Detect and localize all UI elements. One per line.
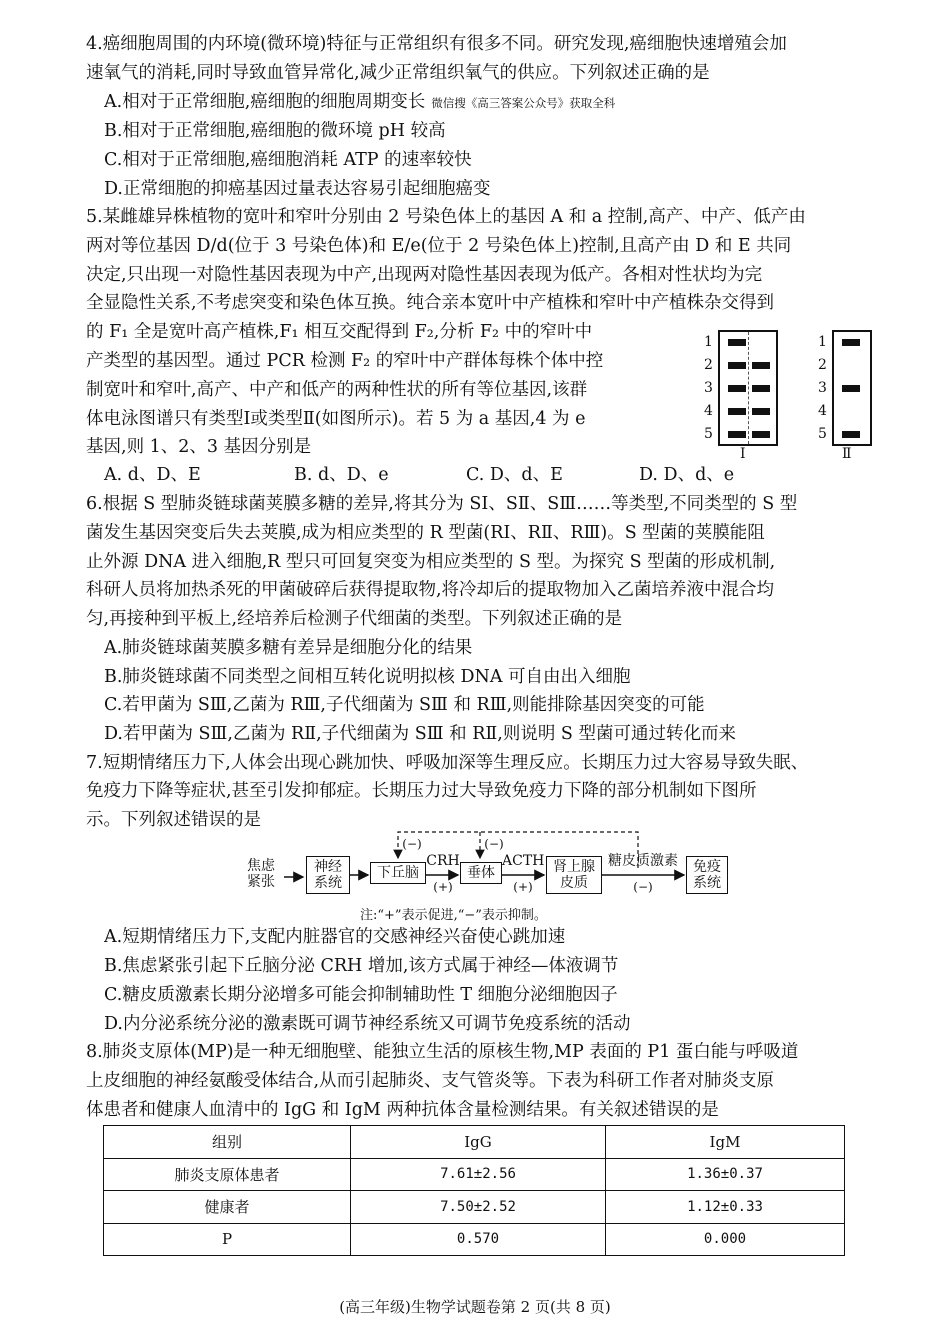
gel-row-label: 3 <box>818 380 827 396</box>
q4-option-c: C.相对于正常细胞,癌细胞消耗 ATP 的速率较快 <box>104 150 472 170</box>
q7-option-d: D.内分泌系统分泌的激素既可调节神经系统又可调节免疫系统的活动 <box>104 1014 631 1034</box>
gel-band <box>752 431 770 438</box>
q5-stem-line: 决定,只出现一对隐性基因表现为中产,出现两对隐性基因表现为低产。各相对性状均为完 <box>86 265 763 285</box>
hypothalamus-box: 下丘脑 <box>370 862 426 884</box>
q4-stem-line: 速氧气的消耗,同时导致血管异常化,减少正常组织氧气的供应。下列叙述正确的是 <box>86 63 710 83</box>
q7-option-b: B.焦虑紧张引起下丘脑分泌 CRH 增加,该方式属于神经—体液调节 <box>104 956 619 976</box>
gel-band <box>728 408 746 415</box>
table-header: IgG <box>351 1126 606 1159</box>
gel-band <box>752 362 770 369</box>
gel-band <box>728 431 746 438</box>
q6-option-d: D.若甲菌为 SⅢ,乙菌为 RⅡ,子代细菌为 SⅢ 和 RⅡ,则说明 S 型菌可通过转化而来 <box>104 724 736 744</box>
nervous-system-box <box>306 856 350 894</box>
stress-label-line2: 紧张 <box>247 874 275 890</box>
q6-option-a: A.肺炎链球菌荚膜多糖有差异是细胞分化的结果 <box>104 638 473 658</box>
immune-system-line2: 系统 <box>693 875 721 891</box>
gel-type-ii-lane <box>832 330 872 446</box>
q5-stem-line: 的 F₁ 全是宽叶高产植株,F₁ 相互交配得到 F₂,分析 F₂ 中的窄叶中 <box>86 322 593 342</box>
gel-row-label: 4 <box>818 403 827 419</box>
gel-band <box>728 339 746 346</box>
glucocorticoid-inhibit-sign: (−) <box>633 880 653 894</box>
immune-system-box <box>686 856 728 894</box>
pituitary-box: 垂体 <box>460 862 502 884</box>
q8-stem-line: 上皮细胞的神经氨酸受体结合,从而引起肺炎、支气管炎等。下表为科研工作者对肺炎支原 <box>86 1071 775 1091</box>
q5-options <box>104 461 884 489</box>
q7-option-a: A.短期情绪压力下,支配内脏器官的交感神经兴奋使心跳加速 <box>104 927 566 947</box>
acth-label: ACTH <box>502 853 545 869</box>
feedback-inhibit-sign: (−) <box>484 837 504 851</box>
q6-stem-line: 菌发生基因突变后失去荚膜,成为相应类型的 R 型菌(RⅠ、RⅡ、RⅢ)。S 型菌的荚膜能阻 <box>86 523 765 543</box>
table-cell: 7.50±2.52 <box>351 1191 606 1224</box>
page-footer: (高三年级)生物学试题卷第 2 页(共 8 页) <box>339 1298 611 1316</box>
stress-label <box>240 858 282 890</box>
stress-mechanism-diagram <box>240 828 730 900</box>
table-cell: 0.000 <box>606 1223 845 1256</box>
gel-row-label: 5 <box>818 426 827 442</box>
gel-band <box>728 385 746 392</box>
acth-promote-sign: (+) <box>513 880 533 894</box>
q4-option-a <box>104 88 904 116</box>
table-row <box>104 1191 845 1224</box>
glucocorticoid-label: 糖皮质激素 <box>608 853 678 869</box>
q7-stem-line: 示。下列叙述错误的是 <box>86 810 261 830</box>
watermark-text: 微信搜《高三答案公众号》获取全科 <box>431 96 616 110</box>
q8-stem-line: 8.肺炎支原体(MP)是一种无细胞壁、能独立生活的原核生物,MP 表面的 P1 蛋白能与呼吸道 <box>86 1042 799 1062</box>
q6-stem-line: 匀,再接种到平板上,经培养后检测子代细菌的类型。下列叙述正确的是 <box>86 609 623 629</box>
crh-promote-sign: (+) <box>433 880 453 894</box>
table-row <box>104 1158 845 1191</box>
table-cell: 肺炎支原体患者 <box>104 1158 351 1191</box>
q5-stem-line: 全显隐性关系,不考虑突变和染色体互换。纯合亲本宽叶中产植株和窄叶中产植株杂交得到 <box>86 293 775 313</box>
nervous-system-line2: 系统 <box>314 875 342 891</box>
gel-row-label: 2 <box>818 357 827 373</box>
gel-band <box>842 431 860 438</box>
crh-label: CRH <box>426 853 460 869</box>
adrenal-cortex-line1: 肾上腺 <box>553 859 595 875</box>
immune-system-line1: 免疫 <box>693 859 721 875</box>
antibody-table <box>103 1125 845 1256</box>
q5-stem-line: 5.某雌雄异株植物的宽叶和窄叶分别由 2 号染色体上的基因 A 和 a 控制,高产、中产、低产由 <box>86 207 806 227</box>
stress-label-line1: 焦虑 <box>247 858 275 874</box>
gel-row-label: 1 <box>818 334 827 350</box>
q6-stem-line: 止外源 DNA 进入细胞,R 型只可回复突变为相应类型的 S 型。为探究 S 型菌的形成机制, <box>86 552 776 572</box>
q5-option-b: B. d、D、e <box>294 465 389 485</box>
gel-row-label: 2 <box>704 357 713 373</box>
table-header: IgM <box>606 1126 845 1159</box>
feedback-inhibit-sign: (−) <box>402 837 422 851</box>
table-row <box>104 1223 845 1256</box>
gel-band <box>752 408 770 415</box>
table-cell: 健康者 <box>104 1191 351 1224</box>
q5-stem-line: 制宽叶和窄叶,高产、中产和低产的两种性状的所有等位基因,该群 <box>86 380 588 400</box>
table-cell: 0.570 <box>351 1223 606 1256</box>
diagram-note: 注:“+”表示促进,“−”表示抑制。 <box>360 908 547 923</box>
gel-type-i-label: Ⅰ <box>740 446 746 462</box>
q8-stem-line: 体患者和健康人血清中的 IgG 和 IgM 两种抗体含量检测结果。有关叙述错误的是 <box>86 1100 719 1120</box>
q4-option-a-text: A.相对于正常细胞,癌细胞的细胞周期变长 <box>104 92 426 112</box>
gel-band <box>728 362 746 369</box>
table-header: 组别 <box>104 1126 351 1159</box>
q5-option-a: A. d、D、E <box>104 465 201 485</box>
adrenal-cortex-box <box>546 856 602 894</box>
gel-band <box>842 339 860 346</box>
adrenal-cortex-line2: 皮质 <box>560 875 588 891</box>
q6-option-c: C.若甲菌为 SⅢ,乙菌为 RⅢ,子代细菌为 SⅢ 和 RⅢ,则能排除基因突变的可能 <box>104 695 705 715</box>
nervous-system-line1: 神经 <box>314 859 342 875</box>
gel-row-label: 4 <box>704 403 713 419</box>
q4-stem-line: 4.癌细胞周围的内环境(微环境)特征与正常组织有很多不同。研究发现,癌细胞快速增殖会加 <box>86 34 787 54</box>
gel-type-i-lane <box>718 330 778 446</box>
q6-stem-line: 科研人员将加热杀死的甲菌破碎后获得提取物,将冷却后的提取物加入乙菌培养液中混合均 <box>86 580 775 600</box>
table-cell: 7.61±2.56 <box>351 1158 606 1191</box>
gel-row-label: 1 <box>704 334 713 350</box>
gel-band <box>752 385 770 392</box>
q7-option-c: C.糖皮质激素长期分泌增多可能会抑制辅助性 T 细胞分泌细胞因子 <box>104 985 618 1005</box>
table-cell: 1.12±0.33 <box>606 1191 845 1224</box>
q5-stem-line: 基因,则 1、2、3 基因分别是 <box>86 437 312 457</box>
q7-stem-line: 免疫力下降等症状,甚至引发抑郁症。长期压力过大导致免疫力下降的部分机制如下图所 <box>86 781 757 801</box>
q5-stem-line: 两对等位基因 D/d(位于 3 号染色体)和 E/e(位于 2 号染色体上)控制,且高产由 D 和 E 共同 <box>86 236 792 256</box>
table-cell: P <box>104 1223 351 1256</box>
q4-option-b: B.相对于正常细胞,癌细胞的微环境 pH 较高 <box>104 121 446 141</box>
electrophoresis-figure <box>700 330 890 470</box>
q4-option-d: D.正常细胞的抑癌基因过量表达容易引起细胞癌变 <box>104 179 491 199</box>
q5-option-d: D. D、d、e <box>639 465 735 485</box>
q6-option-b: B.肺炎链球菌不同类型之间相互转化说明拟核 DNA 可自由出入细胞 <box>104 667 631 687</box>
gel-row-label: 3 <box>704 380 713 396</box>
gel-band <box>842 385 860 392</box>
q6-stem-line: 6.根据 S 型肺炎链球菌荚膜多糖的差异,将其分为 SⅠ、SⅡ、SⅢ……等类型,不同类型的 S 型 <box>86 494 798 514</box>
table-cell: 1.36±0.37 <box>606 1158 845 1191</box>
q5-option-c: C. D、d、E <box>466 465 563 485</box>
q7-stem-line: 7.短期情绪压力下,人体会出现心跳加快、呼吸加深等生理反应。长期压力过大容易导致失眠、 <box>86 753 809 773</box>
gel-row-label: 5 <box>704 426 713 442</box>
q5-stem-line: 体电泳图谱只有类型Ⅰ或类型Ⅱ(如图所示)。若 5 为 a 基因,4 为 e <box>86 409 586 429</box>
gel-type-ii-label: Ⅱ <box>842 446 852 462</box>
q5-stem-line: 产类型的基因型。通过 PCR 检测 F₂ 的窄叶中产群体每株个体中控 <box>86 351 604 371</box>
table-header-row <box>104 1126 845 1159</box>
